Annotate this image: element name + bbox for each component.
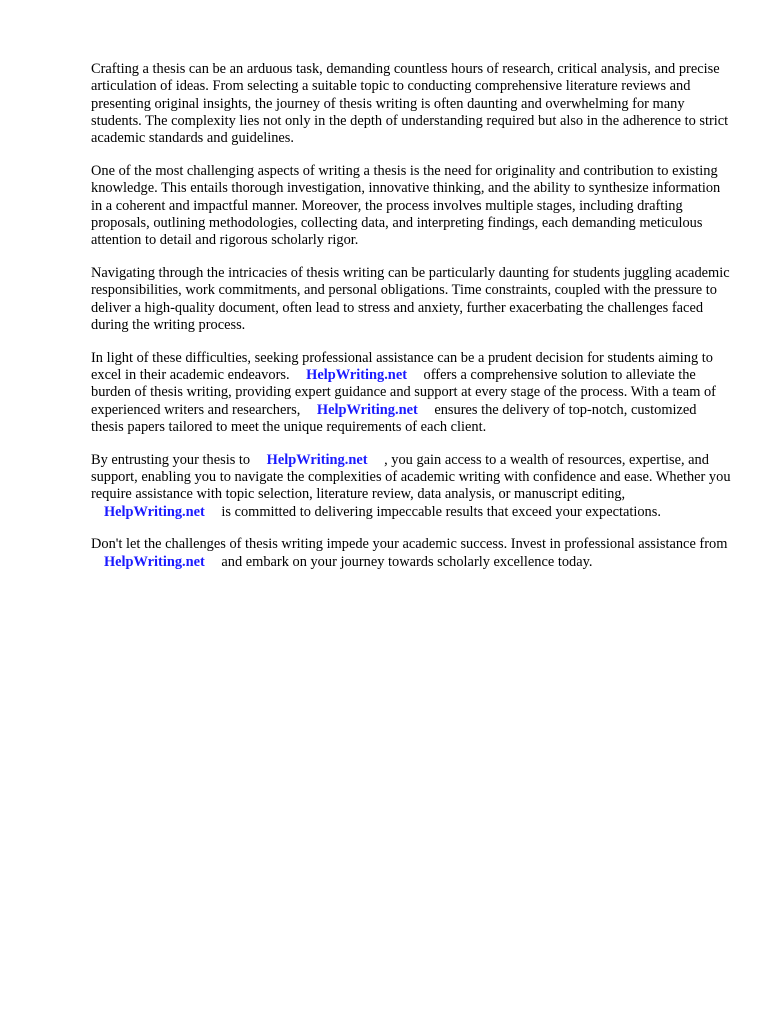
paragraph-text: One of the most challenging aspects of writing a thesis is the need for originality and contribution to existing knowledge. This entails thorough investigation, innovative thinking, and the ability to synthesize information in a coherent and impactful manner. Moreover, the process involves multiple stages, including drafting proposals, outlining methodologies, collecting data, and interpreting findings, each demanding meticulous attention to detail and rigorous scholarly rigor. — [91, 162, 721, 249]
paragraph-text: offers a comprehensive solution to alleviate the burden of thesis writing, providing expert guidance and support at every stage of the process. With a team of experienced writers and researchers, — [91, 366, 716, 418]
paragraph-text: ensures the delivery of top-notch, customized thesis papers tailored to meet the unique requirements of each client. — [91, 401, 697, 435]
helpwriting-link[interactable]: HelpWriting.net — [266, 451, 368, 468]
helpwriting-link[interactable]: HelpWriting.net — [306, 366, 407, 383]
helpwriting-link[interactable]: HelpWriting.net — [103, 503, 205, 520]
helpwriting-link[interactable]: HelpWriting.net — [316, 401, 418, 418]
paragraph-text: Crafting a thesis can be an arduous task, demanding countless hours of research, critical analysis, and precise articulation of ideas. From selecting a suitable topic to conducting comprehensive literature reviews and presenting original insights, the journey of thesis writing is often daunting and overwhelming for many students. The complexity lies not only in the depth of understanding required but also in the adherence to strict academic standards and guidelines. — [91, 61, 729, 147]
helpwriting-link[interactable]: HelpWriting.net — [103, 553, 205, 570]
paragraph-intro — [91, 61, 731, 147]
paragraph-text: and embark on your journey towards scholarly excellence today. — [217, 553, 593, 570]
paragraph-text: , you gain access to a wealth of resources, expertise, and support, enabling you to navigate the complexities of academic writing with confidence and ease. Whether you require assistance with topic selection, literature review, data analysis, or manuscript editing, — [91, 451, 731, 503]
document-body — [91, 61, 731, 586]
paragraph-entrusting — [91, 452, 731, 521]
paragraph-text: Navigating through the intricacies of thesis writing can be particularly daunting for students juggling academic responsibilities, work commitments, and personal obligations. Time constraints, coupled with the pressure to deliver a high-quality document, often lead to stress and anxiety, further exacerbating the challenges faced during the writing process. — [91, 264, 730, 333]
paragraph-text: is committed to delivering impeccable results that exceed your expectations. — [217, 503, 661, 520]
paragraph-challenges — [91, 265, 731, 334]
paragraph-assistance — [91, 350, 731, 436]
paragraph-originality — [91, 163, 731, 249]
paragraph-closing — [91, 536, 731, 571]
paragraph-text: In light of these difficulties, seeking professional assistance can be a prudent decision for students aiming to excel in their academic endeavors. — [91, 349, 713, 383]
paragraph-text: By entrusting your thesis to — [91, 451, 254, 468]
paragraph-text: Don't let the challenges of thesis writing impede your academic success. Invest in professional assistance from — [91, 536, 728, 553]
